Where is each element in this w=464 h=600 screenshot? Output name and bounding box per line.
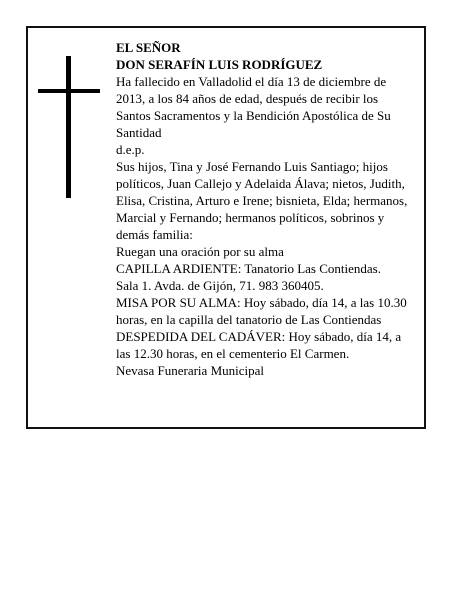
heading-title: EL SEÑOR — [116, 40, 181, 55]
notice-line: Ha fallecido en Valladolid el día 13 de diciembre de — [116, 74, 387, 89]
notice-line: políticos, Juan Callejo y Adelaida Álava; nietos, Judith, — [116, 176, 405, 191]
cross-vertical-bar — [66, 56, 71, 198]
notice-line: Elisa, Cristina, Arturo e Irene; bisnieta, Elda; hermanos, — [116, 193, 408, 208]
notice-line: demás familia: — [116, 227, 193, 242]
notice-line: horas, en la capilla del tanatorio de Las Contiendas — [116, 312, 382, 327]
notice-line: CAPILLA ARDIENTE: Tanatorio Las Contiendas. — [116, 261, 381, 276]
notice-line: Santidad — [116, 125, 162, 140]
notice-line: Nevasa Funeraria Municipal — [116, 363, 265, 378]
notice-line: Santos Sacramentos y la Bendición Apostólica de Su — [116, 108, 391, 123]
notice-line: d.e.p. — [116, 142, 145, 157]
notice-line: Sus hijos, Tina y José Fernando Luis Santiago; hijos — [116, 159, 388, 174]
notice-line: las 12.30 horas, en el cementerio El Carmen. — [116, 346, 350, 361]
notice-line: DESPEDIDA DEL CADÁVER: Hoy sábado, día 14, a — [116, 329, 402, 344]
cross-icon — [38, 56, 100, 198]
deceased-name: DON SERAFÍN LUIS RODRÍGUEZ — [116, 57, 323, 72]
notice-text — [116, 39, 426, 379]
cross-horizontal-bar — [38, 89, 100, 93]
notice-line: Sala 1. Avda. de Gijón, 71. 983 360405. — [116, 278, 324, 293]
notice-line: 2013, a los 84 años de edad, después de recibir los — [116, 91, 379, 106]
notice-line: MISA POR SU ALMA: Hoy sábado, día 14, a las 10.30 — [116, 295, 407, 310]
notice-line: Marcial y Fernando; hermanos políticos, sobrinos y — [116, 210, 385, 225]
notice-line: Ruegan una oración por su alma — [116, 244, 284, 259]
obituary-notice — [26, 26, 426, 429]
